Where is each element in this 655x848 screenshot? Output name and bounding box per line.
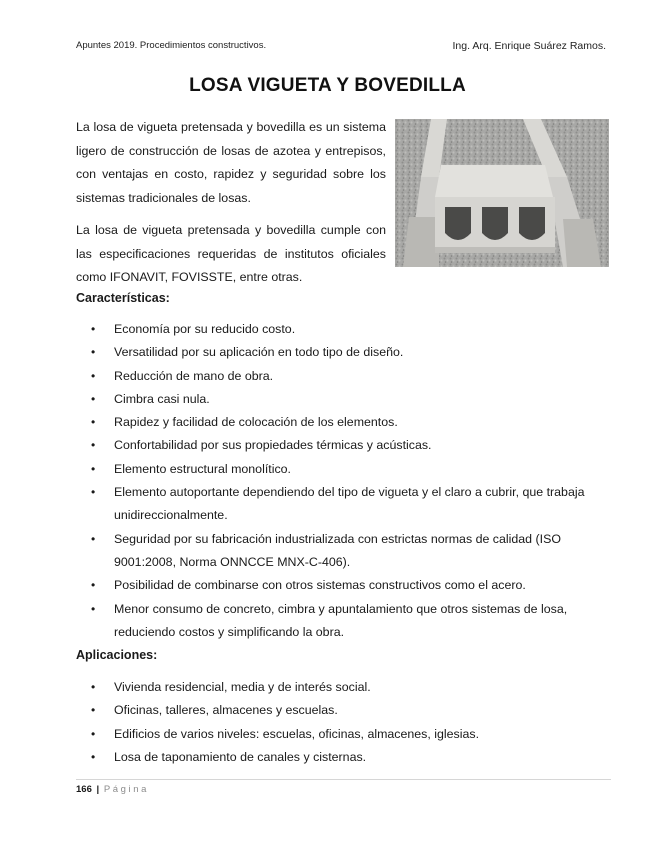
footer-divider bbox=[76, 779, 611, 780]
caracteristicas-list bbox=[76, 318, 616, 644]
aplicaciones-list bbox=[76, 676, 616, 769]
list-item: • Losa de taponamiento de canales y cisternas. bbox=[76, 746, 616, 769]
list-item: • Confortabilidad por sus propiedades térmicas y acústicas. bbox=[76, 434, 616, 457]
page-number: 166 bbox=[76, 784, 92, 795]
footer-separator: | bbox=[96, 784, 100, 795]
page-title: LOSA VIGUETA Y BOVEDILLA bbox=[189, 75, 466, 96]
header-left: Apuntes 2019. Procedimientos constructivos. bbox=[76, 40, 267, 51]
intro-text bbox=[76, 116, 386, 299]
caracteristicas-heading: Características: bbox=[76, 291, 170, 305]
intro-paragraph: La losa de vigueta pretensada y bovedilla es un sistema ligero de construcción de losas de azotea y entrepisos, con ventajas en costo, rapidez y seguridad sobre los sistemas tradicionales de losas. bbox=[76, 120, 386, 205]
list-item: • Elemento autoportante dependiendo del tipo de vigueta y el claro a cubrir, que trabaja unidireccionalmente. bbox=[76, 481, 616, 528]
list-item: • Elemento estructural monolítico. bbox=[76, 458, 616, 481]
intro-paragraph: La losa de vigueta pretensada y bovedilla cumple con las especificaciones requeridas de institutos oficiales como IFONAVIT, FOVISSTE, entre otras. bbox=[76, 223, 386, 284]
list-item: • Posibilidad de combinarse con otros sistemas constructivos como el acero. bbox=[76, 574, 616, 597]
list-item: • Menor consumo de concreto, cimbra y apuntalamiento que otros sistemas de losa, reduciendo costos y simplificando la obra. bbox=[76, 598, 616, 645]
list-item: • Economía por su reducido costo. bbox=[76, 318, 616, 341]
header-right: Ing. Arq. Enrique Suárez Ramos. bbox=[452, 40, 606, 52]
list-item: • Rapidez y facilidad de colocación de los elementos. bbox=[76, 411, 616, 434]
page-footer bbox=[76, 784, 149, 795]
list-item: • Oficinas, talleres, almacenes y escuelas. bbox=[76, 699, 616, 722]
list-item: • Reducción de mano de obra. bbox=[76, 365, 616, 388]
page-label: Página bbox=[103, 784, 149, 795]
vigueta-bovedilla-photo bbox=[395, 119, 609, 267]
list-item: • Edificios de varios niveles: escuelas, oficinas, almacenes, iglesias. bbox=[76, 723, 616, 746]
list-item: • Seguridad por su fabricación industrializada con estrictas normas de calidad (ISO 9001:2008, Norma ONNCCE MNX-C-406). bbox=[76, 528, 616, 575]
list-item: • Cimbra casi nula. bbox=[76, 388, 616, 411]
aplicaciones-heading: Aplicaciones: bbox=[76, 648, 158, 662]
list-item: • Vivienda residencial, media y de interés social. bbox=[76, 676, 616, 699]
list-item: • Versatilidad por su aplicación en todo tipo de diseño. bbox=[76, 341, 616, 364]
